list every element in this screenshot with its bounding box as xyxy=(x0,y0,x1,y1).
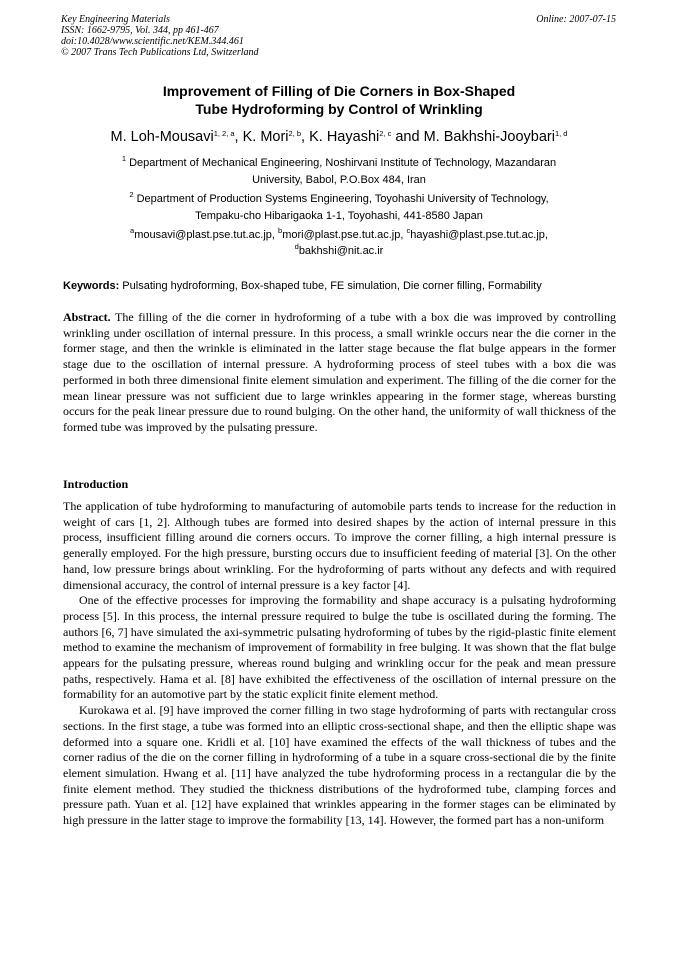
issn-line: ISSN: 1662-9795, Vol. 344, pp 461-467 xyxy=(61,25,219,36)
affiliation-number: 2 xyxy=(129,190,134,199)
paragraph: One of the effective processes for improving the formability and shape accuracy is a pulsating hydroforming process [5]. In this process, the internal pressure required to bulge the tube is oscillated during the forming. The authors [6, 7] have simulated the axi-symmetric pulsating hydroforming of tubes by the rigid-plastic finite element method to examine the mechanism of improvement of formability in free bulging. It was shown that the flat bulge appears for the pulsating pressure, whereas round bulging and wrinkling occur for the peak and mean pressure paths, respectively. Hama et al. [8] have exhibited the effectiveness of the oscillation of internal pressure on the formability for an automotive part by the static explicit finite element method. xyxy=(63,593,616,702)
paragraph: The application of tube hydroforming to manufacturing of automobile parts tends to increase for the reduction in weight of cars [1, 2]. Although tubes are formed into desired shapes by the action of internal pressure in this process, insufficient filling around die corners occurs. To improve the corner filling, a high internal pressure is generally employed. For the high pressure, bursting occurs due to insufficient feeding of material [3]. On the other hand, low pressure brings about wrinkling. For the hydroforming of parts without any defects and with required dimensional accuracy, the control of internal pressure is a key factor [4]. xyxy=(63,499,616,592)
keywords xyxy=(63,279,616,293)
journal-header xyxy=(61,14,259,58)
affiliation-line: Tempaku-cho Hibarigaoka 1-1, Toyohashi, 441-8580 Japan xyxy=(195,210,483,222)
author-affil-sup: 2, b xyxy=(288,129,302,138)
author-separator: , xyxy=(301,129,310,145)
affiliation-line: University, Babol, P.O.Box 484, Iran xyxy=(252,174,426,186)
introduction-heading: Introduction xyxy=(63,477,129,491)
online-date: Online: 2007-07-15 xyxy=(536,14,616,25)
copyright-line: © 2007 Trans Tech Publications Ltd, Switzerland xyxy=(61,47,259,58)
author-affil-sup: 1, 2, a xyxy=(213,129,235,138)
affiliation-number: 1 xyxy=(121,154,127,163)
email-sup: a xyxy=(130,226,135,235)
paragraph: Kurokawa et al. [9] have improved the corner filling in two stage hydroforming of parts with rectangular cross sections. In the first stage, a tube was formed into an elliptic cross-sectional shape, and then the elliptic shape was deformed into a square one. Kridli et al. [10] have examined the effects of the wall thickness of tubes and the corner radius of the die on the corner filling in hydroforming of a tube in a square cross-sectional die by the finite element simulation. Hwang et al. [11] have analyzed the tube hydroforming process in a rectangular die by the finite element method. They studied the thickness distributions of the hydroformed tube, clamping forces and pressure path. Yuan et al. [12] have explained that wrinkles appearing in the former stages can be eliminated by high pressure in the latter stage to improve the formability [13, 14]. However, the formed part has a non-uniform xyxy=(63,703,616,828)
author-name: K. Mori xyxy=(242,129,289,145)
email-link[interactable]: bakhshi@nit.ac.ir xyxy=(298,245,384,257)
journal-name: Key Engineering Materials xyxy=(61,14,170,25)
author-separator: and xyxy=(391,129,424,145)
author-affil-sup: 2, c xyxy=(379,129,392,138)
keywords-label: Keywords: xyxy=(63,280,120,292)
author-list xyxy=(60,127,618,147)
doi-line: doi:10.4028/www.scientific.net/KEM.344.461 xyxy=(61,36,244,47)
author-affil-sup: 1, d xyxy=(554,129,568,138)
email-link[interactable]: mori@plast.pse.tut.ac.jp, xyxy=(282,229,407,241)
title-line-1: Improvement of Filling of Die Corners in Box-Shaped xyxy=(162,83,516,99)
author-name: M. Bakhshi-Jooybari xyxy=(423,129,555,145)
email-list xyxy=(60,227,618,259)
affiliation-line: Department of Production Systems Engineering, Toyohashi University of Technology, xyxy=(136,193,549,205)
paper-title xyxy=(60,82,618,118)
author-name: K. Hayashi xyxy=(309,129,380,145)
abstract-label: Abstract. xyxy=(63,310,111,324)
author-separator: , xyxy=(234,129,243,145)
introduction-body xyxy=(63,499,616,829)
email-sup: c xyxy=(406,226,411,235)
email-sup: b xyxy=(278,226,283,235)
keywords-text: Pulsating hydroforming, Box-shaped tube, FE simulation, Die corner filling, Formability xyxy=(119,280,542,292)
title-line-2: Tube Hydroforming by Control of Wrinkling xyxy=(195,101,483,117)
affiliation-1 xyxy=(60,155,618,189)
affiliation-line: Department of Mechanical Engineering, Noshirvani Institute of Technology, Mazandaran xyxy=(129,157,557,169)
email-link[interactable]: mousavi@plast.pse.tut.ac.jp, xyxy=(134,229,279,241)
abstract-text: The filling of the die corner in hydroforming of a tube with a box die was improved by controlling wrinkling under oscillation of internal pressure. In this process, a small wrinkle occurs near the die corner in the former stage, and then the wrinkle is eliminated in the latter stage because the flat bulge appears in the former stage due to the oscillation of internal pressure. A hydroforming process of steel tubes with a box die was performed in both three dimensional finite element simulation and experiment. The filling of the die corner for the mean linear pressure was not sufficient due to large wrinkles appearing in the former stage, whereas bursting occurs for the peak linear pressure due to round bulging. On the other hand, the uniformity of wall thickness of the formed tube was improved by the pulsating pressure. xyxy=(63,310,616,434)
email-sup: d xyxy=(294,242,299,251)
abstract xyxy=(63,310,616,436)
author-name: M. Loh-Mousavi xyxy=(110,129,214,145)
affiliation-2 xyxy=(60,191,618,225)
email-link[interactable]: hayashi@plast.pse.tut.ac.jp, xyxy=(410,229,548,241)
